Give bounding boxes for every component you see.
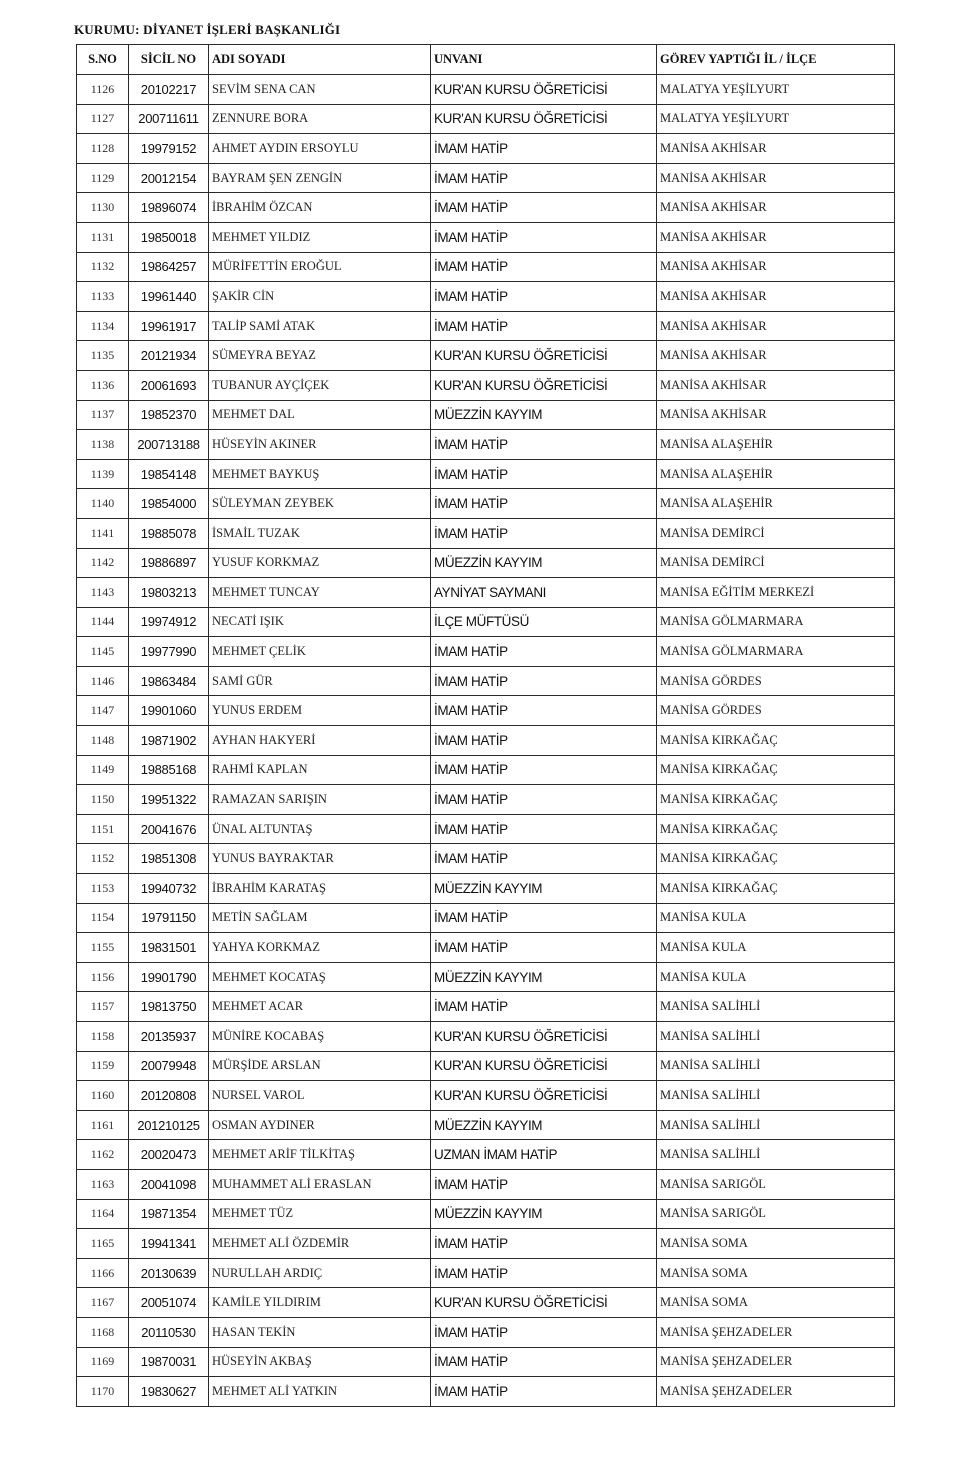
cell-sicil-no: 19901060 [129,696,209,726]
cell-unvani: İMAM HATİP [431,992,657,1022]
table-row [77,548,895,578]
cell-adi-soyadi: BAYRAM ŞEN ZENGİN [209,163,431,193]
cell-sno: 1133 [77,282,129,312]
table-row [77,341,895,371]
table-row [77,1169,895,1199]
table-row [77,1110,895,1140]
cell-unvani: KUR'AN KURSU ÖĞRETİCİSİ [431,370,657,400]
cell-sno: 1164 [77,1199,129,1229]
cell-gorev-yeri: MANİSA SALİHLİ [657,1110,895,1140]
table-row [77,1347,895,1377]
cell-sno: 1135 [77,341,129,371]
table-row [77,1258,895,1288]
cell-sicil-no: 19885078 [129,518,209,548]
cell-sicil-no: 19979152 [129,134,209,164]
cell-adi-soyadi: AYHAN HAKYERİ [209,726,431,756]
cell-unvani: İMAM HATİP [431,134,657,164]
cell-unvani: İMAM HATİP [431,696,657,726]
table-row [77,252,895,282]
column-header-gorev-yeri: GÖREV YAPTIĞI İL / İLÇE [657,45,895,75]
cell-sicil-no: 19830627 [129,1377,209,1407]
cell-gorev-yeri: MANİSA AKHİSAR [657,341,895,371]
cell-gorev-yeri: MANİSA AKHİSAR [657,400,895,430]
table-row [77,1288,895,1318]
cell-unvani: İMAM HATİP [431,726,657,756]
cell-gorev-yeri: MANİSA DEMİRCİ [657,518,895,548]
cell-sicil-no: 19850018 [129,222,209,252]
cell-adi-soyadi: HASAN TEKİN [209,1317,431,1347]
cell-sno: 1169 [77,1347,129,1377]
cell-unvani: KUR'AN KURSU ÖĞRETİCİSİ [431,341,657,371]
cell-unvani: MÜEZZİN KAYYIM [431,962,657,992]
cell-sno: 1167 [77,1288,129,1318]
cell-sicil-no: 20110530 [129,1317,209,1347]
cell-adi-soyadi: MÜRŞİDE ARSLAN [209,1051,431,1081]
cell-sno: 1162 [77,1140,129,1170]
cell-gorev-yeri: MANİSA KIRKAĞAÇ [657,726,895,756]
table-row [77,134,895,164]
table-row [77,1022,895,1052]
cell-adi-soyadi: TUBANUR AYÇİÇEK [209,370,431,400]
cell-adi-soyadi: YUSUF KORKMAZ [209,548,431,578]
cell-sicil-no: 19974912 [129,607,209,637]
cell-sno: 1138 [77,430,129,460]
cell-sno: 1168 [77,1317,129,1347]
cell-sicil-no: 20130639 [129,1258,209,1288]
table-row [77,193,895,223]
cell-sno: 1151 [77,814,129,844]
cell-gorev-yeri: MANİSA SOMA [657,1258,895,1288]
cell-sno: 1128 [77,134,129,164]
table-row [77,785,895,815]
cell-sno: 1142 [77,548,129,578]
cell-sno: 1161 [77,1110,129,1140]
cell-unvani: İMAM HATİP [431,844,657,874]
table-row [77,637,895,667]
cell-adi-soyadi: MUHAMMET ALİ ERASLAN [209,1169,431,1199]
cell-adi-soyadi: SEVİM SENA CAN [209,75,431,105]
cell-unvani: İMAM HATİP [431,755,657,785]
cell-sicil-no: 20120808 [129,1081,209,1111]
cell-gorev-yeri: MANİSA ALAŞEHİR [657,430,895,460]
cell-gorev-yeri: MANİSA AKHİSAR [657,193,895,223]
table-row [77,163,895,193]
cell-sno: 1166 [77,1258,129,1288]
cell-unvani: İMAM HATİP [431,518,657,548]
cell-sno: 1141 [77,518,129,548]
cell-gorev-yeri: MANİSA SOMA [657,1229,895,1259]
cell-adi-soyadi: YUNUS ERDEM [209,696,431,726]
cell-sicil-no: 19851308 [129,844,209,874]
cell-adi-soyadi: AHMET AYDIN ERSOYLU [209,134,431,164]
cell-sno: 1155 [77,933,129,963]
cell-adi-soyadi: NURULLAH ARDIÇ [209,1258,431,1288]
cell-gorev-yeri: MANİSA DEMİRCİ [657,548,895,578]
column-header-unvani: UNVANI [431,45,657,75]
cell-adi-soyadi: YUNUS BAYRAKTAR [209,844,431,874]
cell-sno: 1131 [77,222,129,252]
table-row [77,222,895,252]
cell-unvani: İMAM HATİP [431,1229,657,1259]
cell-adi-soyadi: MEHMET YILDIZ [209,222,431,252]
cell-sno: 1148 [77,726,129,756]
cell-unvani: İMAM HATİP [431,222,657,252]
cell-sno: 1140 [77,489,129,519]
cell-unvani: İMAM HATİP [431,903,657,933]
cell-adi-soyadi: MÜRİFETTİN EROĞUL [209,252,431,282]
cell-sicil-no: 19854148 [129,459,209,489]
cell-sicil-no: 19951322 [129,785,209,815]
cell-unvani: İLÇE MÜFTÜSÜ [431,607,657,637]
table-row [77,1317,895,1347]
cell-unvani: MÜEZZİN KAYYIM [431,400,657,430]
cell-sicil-no: 20102217 [129,75,209,105]
cell-unvani: İMAM HATİP [431,1317,657,1347]
cell-sicil-no: 19941341 [129,1229,209,1259]
cell-gorev-yeri: MANİSA SALİHLİ [657,1081,895,1111]
cell-sicil-no: 19871354 [129,1199,209,1229]
cell-adi-soyadi: MEHMET DAL [209,400,431,430]
table-row [77,755,895,785]
cell-sicil-no: 19961917 [129,311,209,341]
cell-unvani: UZMAN İMAM HATİP [431,1140,657,1170]
table-row [77,874,895,904]
cell-sno: 1137 [77,400,129,430]
cell-gorev-yeri: MANİSA KIRKAĞAÇ [657,785,895,815]
cell-unvani: İMAM HATİP [431,252,657,282]
cell-sno: 1130 [77,193,129,223]
cell-gorev-yeri: MANİSA SALİHLİ [657,1140,895,1170]
cell-unvani: MÜEZZİN KAYYIM [431,548,657,578]
cell-unvani: İMAM HATİP [431,430,657,460]
table-row [77,1051,895,1081]
cell-gorev-yeri: MALATYA YEŞİLYURT [657,75,895,105]
cell-gorev-yeri: MANİSA SALİHLİ [657,992,895,1022]
cell-sicil-no: 19813750 [129,992,209,1022]
cell-sicil-no: 19852370 [129,400,209,430]
page-title: KURUMU: DİYANET İŞLERİ BAŞKANLIĞI [74,22,341,37]
cell-sno: 1126 [77,75,129,105]
cell-unvani: İMAM HATİP [431,1347,657,1377]
cell-sno: 1153 [77,874,129,904]
cell-sno: 1150 [77,785,129,815]
cell-adi-soyadi: RAMAZAN SARIŞIN [209,785,431,815]
cell-sicil-no: 19791150 [129,903,209,933]
table-row [77,607,895,637]
cell-sicil-no: 19854000 [129,489,209,519]
cell-adi-soyadi: İBRAHİM KARATAŞ [209,874,431,904]
cell-adi-soyadi: NECATİ IŞIK [209,607,431,637]
cell-adi-soyadi: MEHMET ALİ YATKIN [209,1377,431,1407]
cell-gorev-yeri: MANİSA KIRKAĞAÇ [657,874,895,904]
cell-gorev-yeri: MALATYA YEŞİLYURT [657,104,895,134]
cell-unvani: İMAM HATİP [431,282,657,312]
cell-adi-soyadi: HÜSEYİN AKBAŞ [209,1347,431,1377]
cell-unvani: KUR'AN KURSU ÖĞRETİCİSİ [431,1051,657,1081]
cell-sicil-no: 20061693 [129,370,209,400]
cell-adi-soyadi: MEHMET KOCATAŞ [209,962,431,992]
cell-sicil-no: 20135937 [129,1022,209,1052]
table-row [77,459,895,489]
cell-adi-soyadi: TALİP SAMİ ATAK [209,311,431,341]
cell-sicil-no: 19831501 [129,933,209,963]
cell-unvani: AYNİYAT SAYMANI [431,578,657,608]
cell-gorev-yeri: MANİSA SALİHLİ [657,1051,895,1081]
cell-unvani: İMAM HATİP [431,163,657,193]
cell-gorev-yeri: MANİSA SARIGÖL [657,1169,895,1199]
cell-gorev-yeri: MANİSA KULA [657,933,895,963]
cell-gorev-yeri: MANİSA ALAŞEHİR [657,489,895,519]
table-row [77,311,895,341]
cell-gorev-yeri: MANİSA AKHİSAR [657,370,895,400]
table-row [77,370,895,400]
cell-sicil-no: 19901790 [129,962,209,992]
cell-sno: 1145 [77,637,129,667]
cell-sicil-no: 20041676 [129,814,209,844]
cell-gorev-yeri: MANİSA KIRKAĞAÇ [657,755,895,785]
cell-unvani: MÜEZZİN KAYYIM [431,874,657,904]
cell-sicil-no: 200711611 [129,104,209,134]
cell-sicil-no: 201210125 [129,1110,209,1140]
cell-unvani: İMAM HATİP [431,193,657,223]
cell-sno: 1132 [77,252,129,282]
cell-sno: 1170 [77,1377,129,1407]
cell-sicil-no: 19863484 [129,666,209,696]
cell-adi-soyadi: YAHYA KORKMAZ [209,933,431,963]
cell-sicil-no: 20121934 [129,341,209,371]
table-row [77,282,895,312]
cell-adi-soyadi: MEHMET ÇELİK [209,637,431,667]
cell-sno: 1134 [77,311,129,341]
cell-adi-soyadi: OSMAN AYDINER [209,1110,431,1140]
column-header-sno: S.NO [77,45,129,75]
cell-unvani: İMAM HATİP [431,489,657,519]
cell-sicil-no: 19886897 [129,548,209,578]
cell-unvani: KUR'AN KURSU ÖĞRETİCİSİ [431,104,657,134]
cell-gorev-yeri: MANİSA KIRKAĞAÇ [657,844,895,874]
cell-sno: 1154 [77,903,129,933]
cell-gorev-yeri: MANİSA AKHİSAR [657,252,895,282]
table-row [77,430,895,460]
cell-adi-soyadi: ÜNAL ALTUNTAŞ [209,814,431,844]
cell-sicil-no: 200713188 [129,430,209,460]
cell-sno: 1163 [77,1169,129,1199]
cell-adi-soyadi: MEHMET BAYKUŞ [209,459,431,489]
cell-adi-soyadi: MEHMET ALİ ÖZDEMİR [209,1229,431,1259]
cell-sno: 1159 [77,1051,129,1081]
cell-adi-soyadi: MEHMET TÜZ [209,1199,431,1229]
cell-unvani: İMAM HATİP [431,1377,657,1407]
table-row [77,489,895,519]
cell-adi-soyadi: RAHMİ KAPLAN [209,755,431,785]
cell-adi-soyadi: İBRAHİM ÖZCAN [209,193,431,223]
cell-sicil-no: 19961440 [129,282,209,312]
cell-adi-soyadi: MÜNİRE KOCABAŞ [209,1022,431,1052]
cell-gorev-yeri: MANİSA GÖLMARMARA [657,637,895,667]
cell-sno: 1158 [77,1022,129,1052]
cell-sicil-no: 19870031 [129,1347,209,1377]
cell-gorev-yeri: MANİSA SOMA [657,1288,895,1318]
cell-unvani: KUR'AN KURSU ÖĞRETİCİSİ [431,1288,657,1318]
cell-sicil-no: 20079948 [129,1051,209,1081]
cell-unvani: İMAM HATİP [431,637,657,667]
cell-unvani: İMAM HATİP [431,933,657,963]
cell-sno: 1146 [77,666,129,696]
cell-adi-soyadi: METİN SAĞLAM [209,903,431,933]
cell-gorev-yeri: MANİSA ŞEHZADELER [657,1347,895,1377]
table-row [77,104,895,134]
table-row [77,1377,895,1407]
table-row [77,903,895,933]
cell-adi-soyadi: ZENNURE BORA [209,104,431,134]
table-row [77,726,895,756]
cell-gorev-yeri: MANİSA AKHİSAR [657,311,895,341]
cell-sno: 1139 [77,459,129,489]
cell-gorev-yeri: MANİSA ŞEHZADELER [657,1377,895,1407]
cell-gorev-yeri: MANİSA AKHİSAR [657,282,895,312]
cell-gorev-yeri: MANİSA ALAŞEHİR [657,459,895,489]
cell-gorev-yeri: MANİSA KULA [657,903,895,933]
table-header-row [77,45,895,75]
cell-gorev-yeri: MANİSA AKHİSAR [657,163,895,193]
cell-unvani: KUR'AN KURSU ÖĞRETİCİSİ [431,1022,657,1052]
cell-sno: 1144 [77,607,129,637]
cell-adi-soyadi: MEHMET ARİF TİLKİTAŞ [209,1140,431,1170]
cell-sno: 1149 [77,755,129,785]
table-body [77,75,895,1407]
column-header-adi-soyadi: ADI SOYADI [209,45,431,75]
cell-sicil-no: 20020473 [129,1140,209,1170]
table-row [77,992,895,1022]
cell-sno: 1165 [77,1229,129,1259]
cell-sno: 1152 [77,844,129,874]
table-row [77,696,895,726]
cell-adi-soyadi: NURSEL VAROL [209,1081,431,1111]
table-row [77,933,895,963]
personnel-table [76,44,895,1407]
cell-sicil-no: 19896074 [129,193,209,223]
cell-unvani: İMAM HATİP [431,785,657,815]
cell-gorev-yeri: MANİSA KULA [657,962,895,992]
cell-adi-soyadi: SAMİ GÜR [209,666,431,696]
table-row [77,75,895,105]
cell-unvani: KUR'AN KURSU ÖĞRETİCİSİ [431,75,657,105]
cell-gorev-yeri: MANİSA GÖRDES [657,696,895,726]
cell-gorev-yeri: MANİSA ŞEHZADELER [657,1317,895,1347]
cell-unvani: MÜEZZİN KAYYIM [431,1199,657,1229]
cell-adi-soyadi: MEHMET ACAR [209,992,431,1022]
cell-sicil-no: 19803213 [129,578,209,608]
table-row [77,1229,895,1259]
cell-sno: 1127 [77,104,129,134]
table-row [77,814,895,844]
cell-adi-soyadi: İSMAİL TUZAK [209,518,431,548]
cell-gorev-yeri: MANİSA KIRKAĞAÇ [657,814,895,844]
table-row [77,578,895,608]
table-row [77,400,895,430]
cell-sno: 1129 [77,163,129,193]
cell-adi-soyadi: ŞAKİR CİN [209,282,431,312]
cell-sno: 1136 [77,370,129,400]
cell-gorev-yeri: MANİSA SARIGÖL [657,1199,895,1229]
cell-adi-soyadi: SÜLEYMAN ZEYBEK [209,489,431,519]
cell-gorev-yeri: MANİSA EĞİTİM MERKEZİ [657,578,895,608]
cell-adi-soyadi: KAMİLE YILDIRIM [209,1288,431,1318]
cell-sicil-no: 19977990 [129,637,209,667]
cell-sno: 1156 [77,962,129,992]
cell-sicil-no: 19871902 [129,726,209,756]
cell-adi-soyadi: MEHMET TUNCAY [209,578,431,608]
table-row [77,518,895,548]
cell-unvani: İMAM HATİP [431,666,657,696]
cell-unvani: İMAM HATİP [431,459,657,489]
cell-sicil-no: 20051074 [129,1288,209,1318]
cell-unvani: İMAM HATİP [431,1258,657,1288]
cell-gorev-yeri: MANİSA AKHİSAR [657,134,895,164]
table-row [77,1081,895,1111]
cell-sicil-no: 20012154 [129,163,209,193]
cell-unvani: İMAM HATİP [431,1169,657,1199]
cell-sicil-no: 19940732 [129,874,209,904]
table-row [77,962,895,992]
cell-gorev-yeri: MANİSA SALİHLİ [657,1022,895,1052]
cell-unvani: İMAM HATİP [431,311,657,341]
cell-adi-soyadi: SÜMEYRA BEYAZ [209,341,431,371]
cell-unvani: MÜEZZİN KAYYIM [431,1110,657,1140]
table-row [77,844,895,874]
cell-unvani: İMAM HATİP [431,814,657,844]
cell-adi-soyadi: HÜSEYİN AKINER [209,430,431,460]
cell-sno: 1160 [77,1081,129,1111]
cell-sicil-no: 20041098 [129,1169,209,1199]
table-row [77,1199,895,1229]
cell-gorev-yeri: MANİSA AKHİSAR [657,222,895,252]
cell-sicil-no: 19885168 [129,755,209,785]
table-row [77,666,895,696]
cell-sno: 1143 [77,578,129,608]
column-header-sicil-no: SİCİL NO [129,45,209,75]
cell-sno: 1147 [77,696,129,726]
cell-gorev-yeri: MANİSA GÖRDES [657,666,895,696]
table-row [77,1140,895,1170]
cell-gorev-yeri: MANİSA GÖLMARMARA [657,607,895,637]
cell-sicil-no: 19864257 [129,252,209,282]
cell-unvani: KUR'AN KURSU ÖĞRETİCİSİ [431,1081,657,1111]
cell-sno: 1157 [77,992,129,1022]
